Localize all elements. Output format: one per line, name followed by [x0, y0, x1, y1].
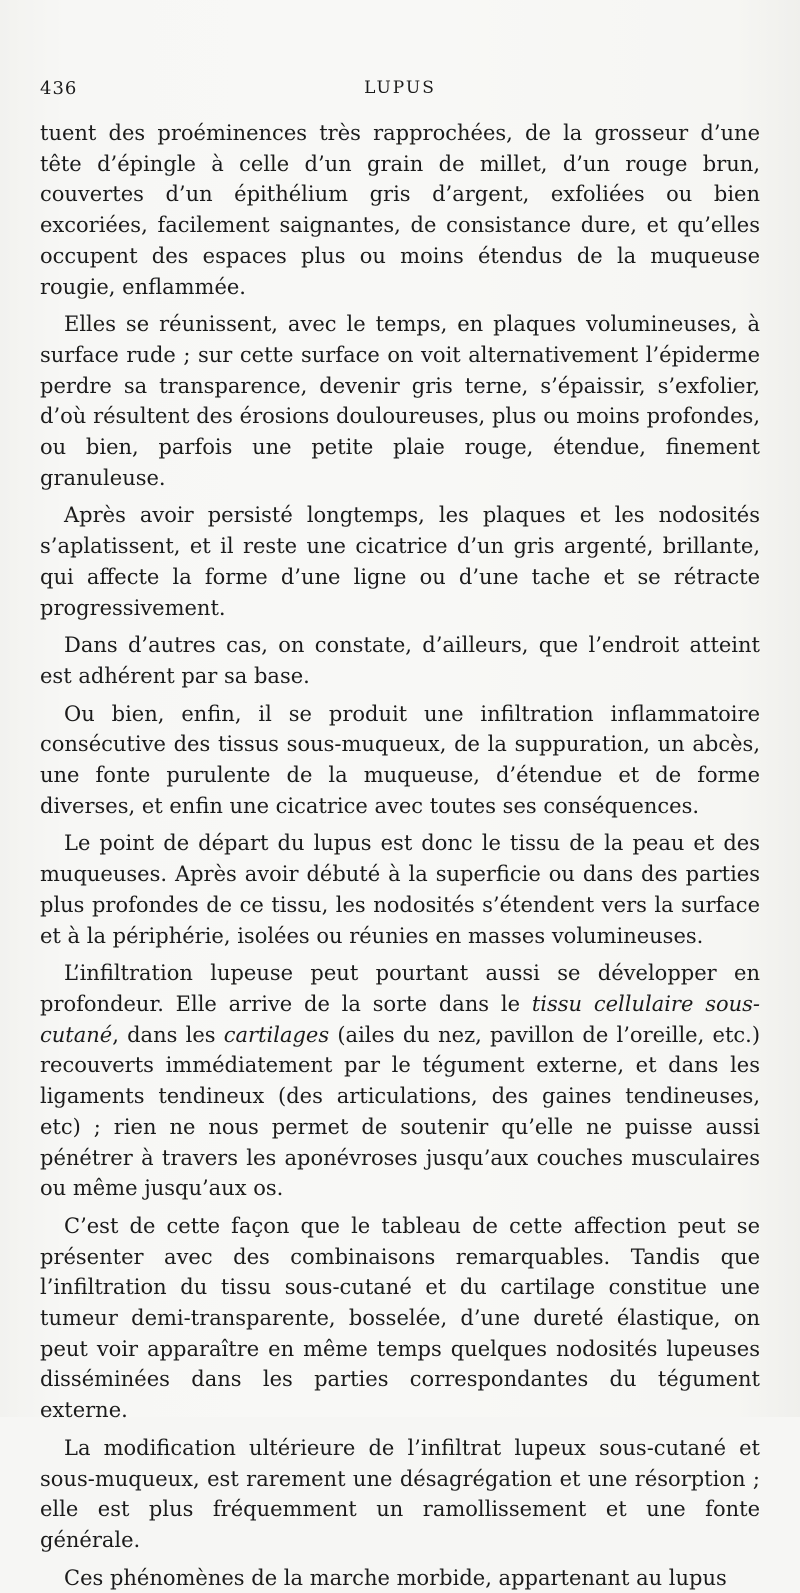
paragraph: [40, 699, 760, 822]
text-run: Dans d’autres cas, on constate, d’ailleurs, que l’endroit atteint est adhérent par sa base.: [40, 633, 760, 688]
text-run: Le point de départ du lupus est donc le tissu de la peau et des muqueuses. Après avoir débuté à la superficie ou dans des parties plus profondes de ce tissu, les nodosités s’étendent vers la surface et à la périphérie, isolées ou réunies en masses volumineuses.: [40, 831, 760, 948]
italic-term: cartilages: [223, 1022, 330, 1047]
paragraph: [40, 309, 760, 493]
paragraph: [40, 1211, 760, 1426]
text-run: Ou bien, enfin, il se produit une infiltration inflammatoire consécutive des tissus sous-muqueux, de la suppuration, un abcès, une fonte purulente de la muqueuse, d’étendue et de forme diverses, et enfin une cicatrice avec toutes ses conséquences.: [40, 701, 760, 818]
italic-term: tissu cellulaire sous-cutané: [40, 991, 761, 1047]
body-text: [40, 118, 760, 1593]
text-run: Ces phénomènes de la marche morbide, appartenant au lupus: [64, 1565, 727, 1590]
text-run: La modification ultérieure de l’infiltrat lupeux sous-cutané et sous-muqueux, est rarement une désagrégation et une résorption ; elle est plus fréquemment un ramollissement et une fonte générale.: [40, 1435, 760, 1552]
paragraph: [40, 500, 760, 623]
page-number: 436: [40, 78, 78, 99]
paragraph: [40, 828, 760, 951]
paragraph: [40, 958, 760, 1204]
text-run: Elles se réunissent, avec le temps, en plaques volumineuses, à surface rude ; sur cette surface on voit alternativement l’épiderme perdre sa transparence, devenir gris terne, s’épaissir, s’exfolier, d’où résultent des érosions douloureuses, plus ou moins profondes, ou bien, parfois une petite plaie rouge, étendue, finement granuleuse.: [40, 312, 760, 490]
paragraph: [40, 630, 760, 691]
paragraph-continued: [40, 118, 760, 302]
paragraph: [40, 1433, 760, 1556]
text-run: (ailes du nez, pavillon de l’oreille, etc.) recouverts immédiatement par le tégument externe, et dans les ligaments tendineux (des articulations, des gaines tendineuses, etc) ; rien ne nous permet de soutenir qu’elle ne puisse aussi pénétrer à travers les aponévroses jusqu’aux couches musculaires ou même jusqu’aux os.: [40, 1022, 761, 1201]
text-run: , dans les: [112, 1022, 224, 1047]
text-run: L’infiltration lupeuse peut pourtant aussi se développer en profondeur. Elle arrive de la sorte dans le: [40, 961, 760, 1016]
page-header: [40, 78, 760, 104]
text-run: tuent des proéminences très rapprochées, de la grosseur d’une tête d’épingle à celle d’un grain de millet, d’un rouge brun, couvertes d’un épithélium gris d’argent, exfoliées ou bien excoriées, facilement saignantes, de consistance dure, et qu’elles occupent des espaces plus ou moins étendus de la muqueuse rougie, enflammée.: [40, 121, 760, 299]
paragraph: [40, 1563, 760, 1593]
text-run: Après avoir persisté longtemps, les plaques et les nodosités s’aplatissent, et il reste une cicatrice d’un gris argenté, brillante, qui affecte la forme d’une ligne ou d’une tache et se rétracte progressivement.: [40, 503, 760, 620]
text-run: C’est de cette façon que le tableau de cette affection peut se présenter avec des combinaisons remarquables. Tandis que l’infiltration du tissu sous-cutané et du cartilage constitue une tumeur demi-transparente, bosselée, d’une dureté élastique, on peut voir apparaître en même temps quelques nodosités lupeuses disséminées dans les parties correspondantes du tégument externe.: [40, 1213, 760, 1423]
running-title: LUPUS: [364, 78, 436, 98]
